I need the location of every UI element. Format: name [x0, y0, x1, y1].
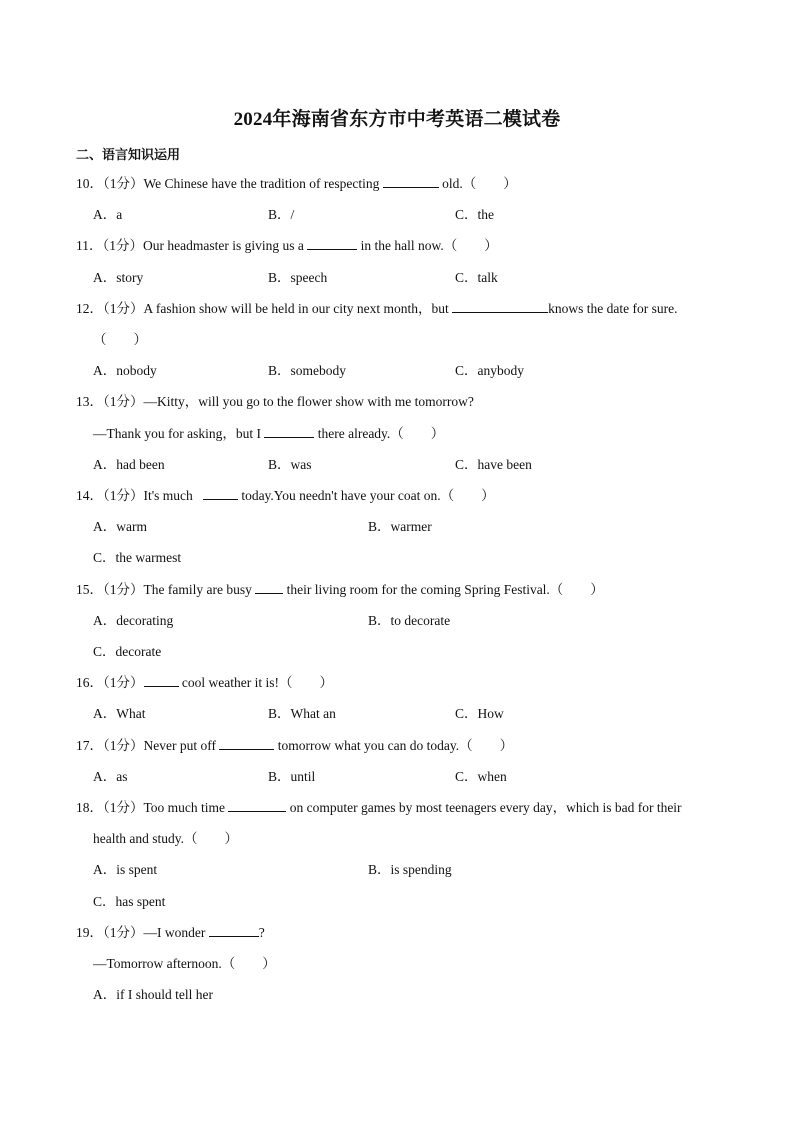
answer-blank — [219, 738, 274, 750]
option-a: A．as — [93, 769, 128, 784]
question-text: We Chinese have the tradition of respecting — [143, 176, 380, 191]
question-12 — [76, 301, 677, 317]
option-a: A．nobody — [93, 363, 157, 378]
option-c: C．talk — [455, 270, 498, 285]
option-b: B．warmer — [368, 519, 432, 534]
question-score: （1分） — [103, 582, 144, 597]
answer-blank — [307, 238, 357, 250]
question-text: Too much time — [143, 800, 226, 815]
question-score: （1分） — [103, 176, 144, 191]
question-text: The family are busy — [143, 582, 252, 597]
question-text: their living room for the coming Spring Festival.（ ） — [286, 582, 604, 597]
option-a: A．What — [93, 706, 146, 721]
question-11 — [76, 238, 498, 254]
option-c: C．the warmest — [93, 550, 182, 565]
question-number: 11． — [76, 238, 103, 253]
option-b: B．/ — [268, 207, 295, 222]
question-16 — [76, 675, 333, 691]
question-14 — [76, 488, 495, 504]
option-a: A．a — [93, 207, 123, 222]
question-continuation: —Tomorrow afternoon.（ ） — [93, 956, 276, 971]
answer-blank — [383, 176, 439, 188]
question-text: knows the date for sure. — [548, 301, 678, 316]
question-text: A fashion show will be held in our city next month，but — [143, 301, 449, 316]
question-number: 14． — [76, 488, 103, 503]
answer-blank — [255, 582, 283, 594]
question-number: 17． — [76, 738, 103, 753]
answer-blank — [264, 426, 314, 438]
option-a: A．is spent — [93, 862, 158, 877]
option-c: C．when — [455, 769, 507, 784]
answer-blank — [209, 925, 259, 937]
question-17 — [76, 738, 513, 754]
answer-blank — [452, 301, 548, 313]
option-b: B．somebody — [268, 363, 347, 378]
question-continuation — [93, 426, 444, 442]
question-text: tomorrow what you can do today.（ ） — [277, 738, 514, 753]
question-text: —I wonder — [143, 925, 206, 940]
option-c: C．the — [455, 207, 494, 222]
question-score: （1分） — [103, 800, 144, 815]
question-text: —Thank you for asking，but I — [93, 426, 261, 441]
question-score: （1分） — [103, 675, 144, 690]
answer-blank — [228, 800, 286, 812]
question-text: on computer games by most teenagers every day，which is bad for their — [289, 800, 682, 815]
question-text: there already.（ ） — [317, 426, 445, 441]
question-score: （1分） — [103, 394, 144, 409]
option-b: B．to decorate — [368, 613, 451, 628]
question-score: （1分） — [103, 488, 144, 503]
question-score: （1分） — [103, 301, 144, 316]
option-c: C．has spent — [93, 894, 166, 909]
option-a: A．if I should tell her — [93, 987, 213, 1002]
option-c: C．anybody — [455, 363, 524, 378]
question-18 — [76, 800, 682, 816]
question-15 — [76, 582, 604, 598]
option-b: B．is spending — [368, 862, 452, 877]
option-b: B．What an — [268, 706, 336, 721]
option-a: A．had been — [93, 457, 165, 472]
option-c: C．decorate — [93, 644, 162, 659]
question-text: ? — [258, 925, 265, 940]
question-score: （1分） — [103, 925, 144, 940]
option-b: B．until — [268, 769, 316, 784]
question-number: 19． — [76, 925, 103, 940]
option-b: B．speech — [268, 270, 328, 285]
question-text: —Kitty，will you go to the flower show with me tomorrow? — [143, 394, 474, 409]
question-text: It's much — [143, 488, 193, 503]
question-text: today.You needn't have your coat on.（ ） — [241, 488, 495, 503]
question-number: 15． — [76, 582, 103, 597]
question-number: 10． — [76, 176, 103, 191]
question-number: 13． — [76, 394, 103, 409]
option-c: C．have been — [455, 457, 532, 472]
question-score: （1分） — [103, 738, 144, 753]
question-number: 12． — [76, 301, 103, 316]
question-19 — [76, 925, 265, 941]
question-text: cool weather it is!（ ） — [181, 675, 333, 690]
question-10 — [76, 176, 517, 192]
option-b: B．was — [268, 457, 312, 472]
question-text: Our headmaster is giving us a — [143, 238, 304, 253]
section-heading: 二、语言知识运用 — [76, 147, 181, 162]
question-score: （1分） — [102, 238, 143, 253]
question-text: in the hall now.（ ） — [360, 238, 498, 253]
option-a: A．warm — [93, 519, 147, 534]
question-text: old.（ ） — [442, 176, 517, 191]
question-number: 16． — [76, 675, 103, 690]
question-number: 18． — [76, 800, 103, 815]
question-text: Never put off — [143, 738, 216, 753]
answer-blank — [203, 488, 238, 500]
question-13 — [76, 394, 474, 410]
option-c: C．How — [455, 706, 504, 721]
option-a: A．decorating — [93, 613, 174, 628]
option-a: A．story — [93, 270, 144, 285]
answer-blank — [144, 675, 179, 687]
question-continuation: health and study.（ ） — [93, 831, 238, 846]
page-title: 2024年海南省东方市中考英语二模试卷 — [233, 109, 561, 130]
question-continuation: （ ） — [93, 332, 147, 347]
